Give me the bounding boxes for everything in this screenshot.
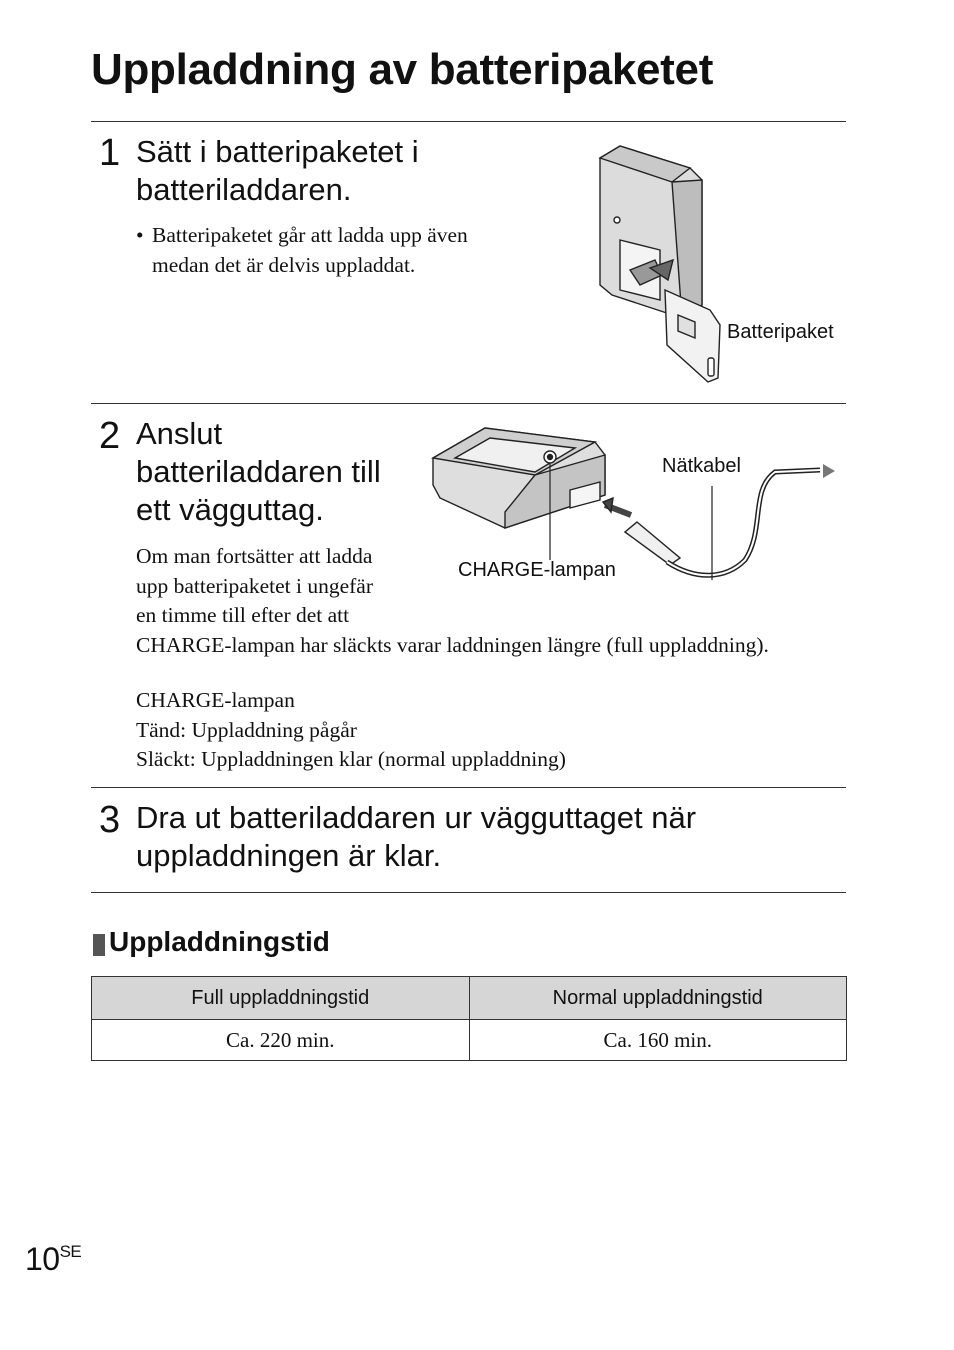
step-heading-line: uppladdningen är klar.	[136, 838, 442, 873]
figure-label-battery: Batteripaket	[727, 321, 834, 343]
charging-time-table	[91, 976, 847, 1061]
step-heading-line: batteriladdaren till	[136, 454, 381, 489]
table-cell: Ca. 220 min.	[92, 1020, 470, 1061]
paragraph-line: upp batteripaketet i ungefär	[136, 573, 373, 598]
lamp-status-title: CHARGE-lampan	[136, 688, 295, 712]
table-header-cell: Normal uppladdningstid	[469, 977, 847, 1020]
section-divider	[91, 892, 846, 893]
paragraph-line: CHARGE-lampan har släckts varar laddningen längre (full uppladdning).	[136, 632, 769, 657]
step-number: 2	[99, 415, 121, 457]
page-number-suffix: SE	[59, 1242, 82, 1261]
step-number: 3	[99, 799, 121, 841]
page-title: Uppladdning av batteripaketet	[91, 45, 714, 94]
section-divider	[91, 403, 846, 404]
bullet-marker: •	[136, 223, 144, 247]
step-heading	[136, 799, 696, 875]
step-heading	[136, 133, 419, 209]
section-divider	[91, 787, 846, 788]
charger-battery-illustration	[590, 140, 730, 390]
page-number-value: 10	[25, 1241, 60, 1277]
lamp-status-list	[136, 686, 566, 775]
note-line: medan det är delvis uppladdat.	[152, 252, 416, 277]
section-divider	[91, 121, 846, 122]
step-heading-line: Dra ut batteriladdaren ur vägguttaget när	[136, 800, 697, 835]
table-header-cell: Full uppladdningstid	[92, 977, 470, 1020]
figure-label-lamp: CHARGE-lampan	[458, 559, 616, 581]
paragraph-line: Om man fortsätter att ladda	[136, 544, 373, 568]
step-number: 1	[99, 132, 121, 174]
note-line: Batteripaketet går att ladda upp även	[152, 223, 468, 247]
table-cell: Ca. 160 min.	[469, 1020, 847, 1061]
figure-label-cable: Nätkabel	[662, 455, 741, 477]
step-heading-line: ett vägguttag.	[136, 492, 324, 527]
table-header-row	[92, 977, 847, 1020]
section-heading: Uppladdningstid	[109, 926, 330, 957]
table-row	[92, 1020, 847, 1061]
step-heading-line: Anslut	[136, 416, 223, 451]
section-marker-icon	[93, 934, 105, 956]
step-heading	[136, 415, 381, 529]
lamp-status-off: Släckt: Uppladdningen klar (normal uppladdning)	[136, 747, 566, 771]
paragraph-line: en timme till efter det att	[136, 603, 350, 627]
step-heading-line: batteriladdaren.	[136, 172, 352, 207]
step-note	[152, 221, 468, 280]
page-number	[25, 1241, 81, 1278]
lamp-status-on: Tänd: Uppladdning pågår	[136, 717, 357, 742]
step-heading-line: Sätt i batteripaketet i	[136, 134, 419, 169]
